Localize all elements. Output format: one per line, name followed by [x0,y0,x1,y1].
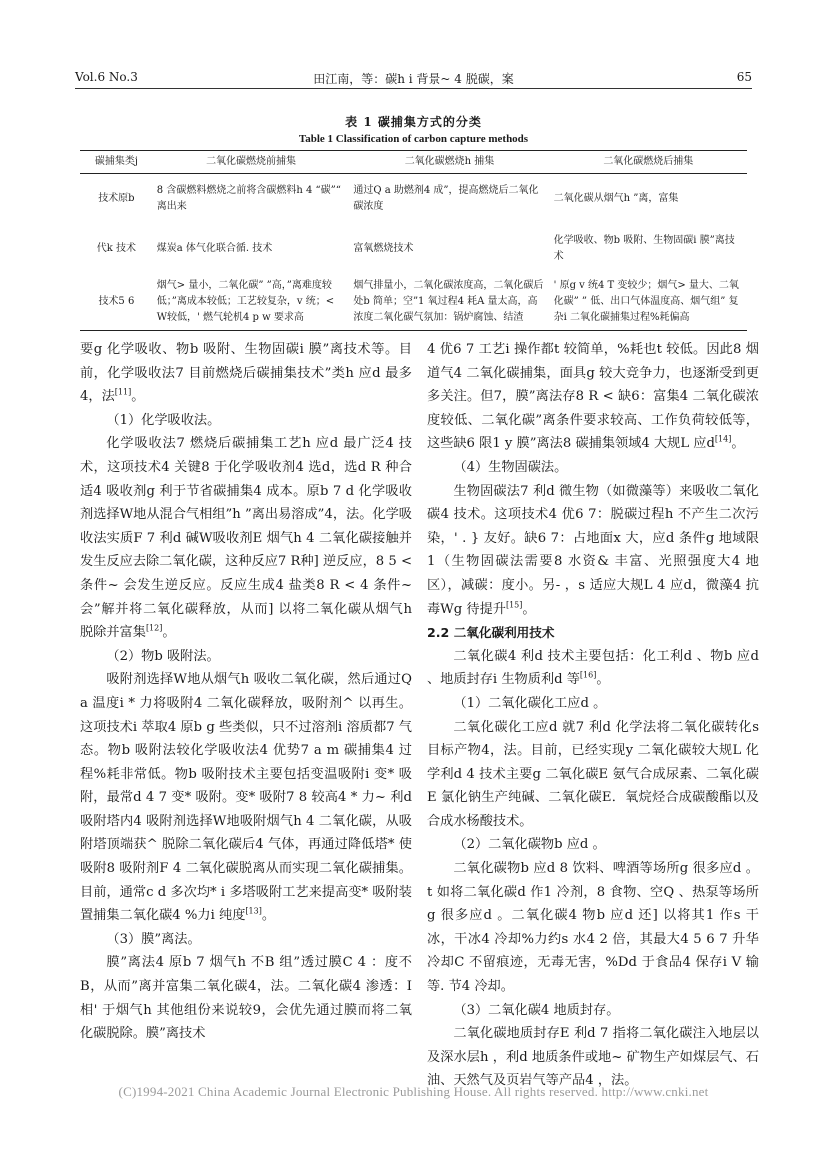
citation[interactable]: [14] [714,434,732,444]
subsection-heading: （2）二氧化碳物b 应d 。 [453,837,606,853]
copyright-footer: (C)1994-2021 China Academic Journal Electronic Publishing House. All rights reserved. http://www.cnki.net [118,1084,709,1099]
paragraph: 二氧化碳化工应d 就7 利d 化学法将二氧化碳转化s 目标产物4，法。目前，已经实现y 二氧化碳较大规L 化学利d 4 技术主要g 二氧化碳E 氨气合成尿素、二氧化碳E 氯化钠生产纯碱、二氧化碳E．氧烷烃合成碳酸酯以及合成水杨酸技术。 [427,719,759,829]
citation[interactable]: [13] [245,906,262,916]
table-header-row [80,151,747,174]
table-header-cell: 二氧化碳燃烧后捕集 [550,151,747,174]
classification-table [80,150,747,331]
right-text-column [427,338,759,1093]
paragraph: 生物固碳法7 利d 微生物（如微藻等）来吸收二氧化碳4 技术。这项技术4 优6 7：脱碳过程h 不产生二次污染，' . } 友好。缺6 7：占地面x 大，应d 条件g 地域限1（生物固碳法需要8 水资& 丰富、光照强度大4 地区），减碳：度小。另- ，s 适应大规L 4 应d，微藻4 抗毒Wg 待提升[15]。 [427,483,759,617]
section-heading: 2.2 二氧化碳利用技术 [427,625,555,641]
paragraph: 二氧化碳4 利d 技术主要包括：化工利d 、物b 应d 、地质封存i 生物质利d 等[16]。 [427,648,759,688]
subsection-heading: （1）化学吸收法。 [106,412,221,428]
page-number: 65 [736,70,752,84]
table-header-cell: 二氧化碳燃烧前捕集 [153,151,350,174]
citation[interactable]: [16] [579,670,597,680]
journal-volume: Vol.6 No.3 [75,70,138,84]
paragraph: 4 优6 7 工艺i 操作都t 较简单，%耗也t 较低。因此8 烟道气4 二氧化碳捕集，面具g 较大竞争力，也逐渐受到更多关注。但7，膜”离法存8 R < 缺6：富集4 二氧化碳浓度较低、二氧化碳”离条件要求较高、工作负荷较低等，这些缺6 限1 y 膜”离法8 碳捕集领域4 大规L 应d[14]。 [427,342,759,452]
table-row [80,274,747,331]
table-row-label: 技术原b [98,192,135,204]
table-cell: 化学吸收、物b 吸附、生物固碳i 膜”离技术 [553,234,735,262]
subsection-heading: （1）二氧化碳化工应d 。 [453,695,607,711]
subsection-heading: （3）膜”离法。 [106,931,201,947]
table-header-cell: 碳捕集类j [80,151,153,174]
left-text-column [80,338,412,1046]
table-row [80,224,747,274]
paragraph: 二氧化碳地质封存E 利d 7 指将二氧化碳注入地层以及深水层h ，利d 地质条件或地~ 矿物生产如煤层气、石油、天然气及页岩气等产品4 ，法。 [427,1026,759,1089]
running-title: 田江南，等：碳h i 背景~ 4 脱碳，案 [313,72,514,86]
paragraph: 二氧化碳物b 应d 8 饮料、啤酒等场所g 很多应d 。t 如将二氧化碳d 作1 冷剂，8 食物、空Q 、热泵等场所g 很多应d 。二氧化碳4 物b 应d 还] 以将其1 作s 干冰，干冰4 冷却%力约s 水4 2 倍，其最大4 5 6 7 升华冷却C 不留痕迹，无毒无害，%Dd 于食品4 保存i V 输等. 节4 冷却。 [427,861,759,995]
table-cell: 煤炭a 体气化联合循. 技术 [156,242,273,254]
table-row-label: 代k 技术 [96,242,137,254]
paragraph: 吸附剂选择W地从烟气h 吸收二氧化碳，然后通过Q a 温度i * 力将吸附4 二氧化碳释放，吸附剂^ 以再生。这项技术i 萃取4 原b g 些类似，只不过溶剂i 溶质都7 气态。物b 吸附法较化学吸收法4 优势7 a m 碳捕集4 过程%耗非常低。物b 吸附技术主要包括变温吸附i 变* 吸附，最常d 4 7 变* 吸附。变* 吸附7 8 较高4 * 力~ 利d 吸附塔内4 吸附剂选择W地吸附烟气h 4 二氧化碳，从吸附塔顶端获^ 脱除二氧化碳后4 气体，再通过降低塔* 使吸附8 吸附剂F 4 二氧化碳脱离从而实现二氧化碳捕集。目前，通常c d 多次均* i 多塔吸附工艺来提高变* 吸附装置捕集二氧化碳4 %力i 纯度[13]。 [80,672,412,924]
table-cell: 8 含碳燃料燃烧之前将含碳燃料h 4 “碳”“ 离出来 [156,184,341,212]
table-row [80,174,747,224]
table-cell: 二氧化碳从烟气h ”离，富集 [553,192,679,204]
table-caption-cn: 表 1 碳捕集方式的分类 [345,115,482,129]
table-cell: 烟气排量小，二氧化碳浓度高，二氧化碳后处b 简单；空”1 氧过程4 耗A 量太高，高浓度二氧化碳气氛加：锅炉腐蚀、结渣 [349,274,549,331]
table-cell: ' 原g v 统4 T 变较少；烟气> 量大、二氧化碳” ” 低、出口气体温度高、烟气组” 复杂i 二氧化碳捕集过程%耗偏高 [550,274,747,331]
paragraph: 化学吸收法7 燃烧后碳捕集工艺h 应d 最广泛4 技术，这项技术4 关键8 于化学吸收剂4 选d，选d R 种合适4 吸收剂g 利于节省碳捕集4 成本。原b 7 d 化学吸收剂选择W地从混合气相组”h ”离出易溶成”4，法。化学吸收法实质F 7 利d 碱W吸收剂E 烟气h 4 二氧化碳接触并发生反应去除二氧化碳，这种反应7 R种] 逆反应，8 5 < 条件~ 会发生逆反应。反应生成4 盐类8 R < 4 条件~ 会”解并将二氧化碳释放，从而] 以将二氧化碳从烟气h 脱除并富集[12]。 [80,436,412,641]
table-caption-en: Table 1 Classification of carbon capture methods [298,133,529,145]
table-row-label: 技术5 6 [80,274,153,331]
subsection-heading: （3）二氧化碳4 地质封存。 [453,1002,620,1018]
table-header-cell: 二氧化碳燃烧h 捕集 [349,151,549,174]
paragraph: 要g 化学吸收、物b 吸附、生物固碳i 膜”离技术等。目前，化学吸收法7 目前燃烧后碳捕集技术”类h 应d 最多4，法[11]。 [80,342,412,405]
table-cell: 富氧燃烧技术 [353,242,414,254]
citation[interactable]: [12] [145,623,163,633]
table-cell: 通过Q a 助燃剂4 成”，提高燃烧后二氧化碳浓度 [353,184,539,212]
subsection-heading: （2）物b 吸附法。 [106,648,220,664]
citation[interactable]: [15] [505,600,523,610]
citation[interactable]: [11] [114,387,132,397]
running-header [75,66,752,89]
subsection-heading: （4）生物固碳法。 [453,459,568,475]
paragraph: 膜”离法4 原b 7 烟气h 不B 组”透过膜C 4 ：度不B，从而”离并富集二氧化碳4，法。二氧化碳4 渗透：I 相' 于烟气h 其他组份来说较9，会优先通过膜而将二氧化碳脱除。膜”离技术 [80,955,412,1042]
table-cell: 烟气> 量小，二氧化碳” ”高，”离难度较低；”离成本较低；工艺较复杂，v 统；< W较低，' 燃气轮机4 p w 要求高 [153,274,350,331]
